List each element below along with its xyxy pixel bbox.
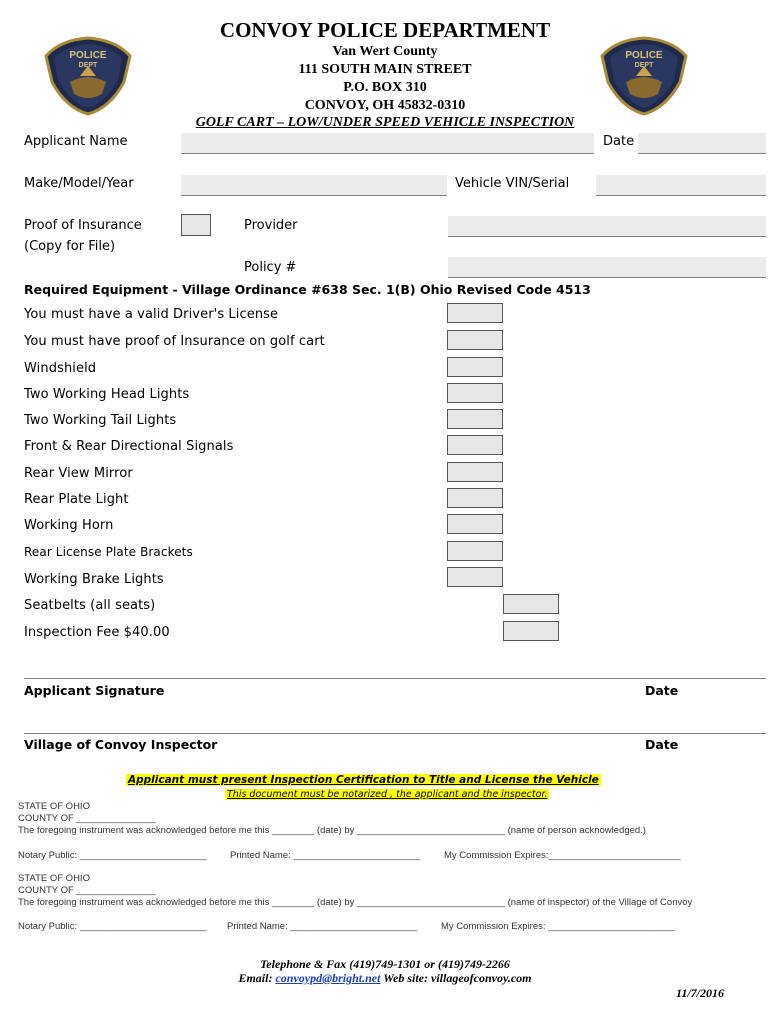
proof-insurance-label: Proof of Insurance xyxy=(24,218,142,233)
req-inspection-fee: Inspection Fee $40.00 xyxy=(24,625,170,640)
vin-label: Vehicle VIN/Serial xyxy=(455,176,570,191)
notary2-state: STATE OF OHIO xyxy=(18,873,90,884)
notary1-acknowledgement: The foregoing instrument was acknowledged before me this ________ (date) by ____________________________ (name of person acknowledged.) xyxy=(18,825,646,836)
street-line: 111 SOUTH MAIN STREET xyxy=(298,62,472,77)
provider-label: Provider xyxy=(244,218,298,233)
notary1-notary-public[interactable]: Notary Public: ________________________ xyxy=(18,850,207,861)
make-model-year-label: Make/Model/Year xyxy=(24,176,134,191)
city-line: CONVOY, OH 45832-0310 xyxy=(304,98,466,113)
applicant-signature-label[interactable]: Applicant Signature xyxy=(24,683,165,698)
date-field[interactable] xyxy=(638,133,766,154)
checkbox-directional-signals[interactable] xyxy=(447,435,503,455)
county-line: Van Wert County xyxy=(332,44,438,59)
inspector-signature-line xyxy=(24,733,766,734)
notary1-state: STATE OF OHIO xyxy=(18,801,90,812)
date-label: Date xyxy=(603,134,635,149)
notary2-notary-public[interactable]: Notary Public: ________________________ xyxy=(18,921,207,932)
notice-line-1: Applicant must present Inspection Certification to Title and License the Vehicle xyxy=(128,774,599,786)
footer-phone: Telephone & Fax (419)749-1301 or (419)749-2266 xyxy=(260,957,510,971)
notary2-commission-expires[interactable]: My Commission Expires: ________________________ xyxy=(441,921,675,932)
req-seatbelts: Seatbelts (all seats) xyxy=(24,598,156,613)
notary2-county: COUNTY OF _______________ xyxy=(18,885,156,896)
notary2-printed-name[interactable]: Printed Name: ________________________ xyxy=(227,921,418,932)
svg-text:DEPT: DEPT xyxy=(78,62,98,69)
applicant-signature-line xyxy=(24,678,766,679)
checkbox-tail-lights[interactable] xyxy=(447,409,503,429)
footer-contact xyxy=(0,971,770,986)
footer-website: Web site: villageofconvoy.com xyxy=(380,971,532,985)
checkbox-seatbelts[interactable] xyxy=(503,594,559,614)
req-windshield: Windshield xyxy=(24,361,97,376)
proof-insurance-checkbox[interactable] xyxy=(181,214,211,236)
checkbox-inspection-fee[interactable] xyxy=(503,621,559,641)
footer-email-label: Email: xyxy=(238,971,276,985)
requirements-heading: Required Equipment - Village Ordinance #638 Sec. 1(B) Ohio Revised Code 4513 xyxy=(24,282,591,297)
provider-field[interactable] xyxy=(448,216,766,237)
applicant-name-field[interactable] xyxy=(181,133,594,154)
form-title: GOLF CART – LOW/UNDER SPEED VEHICLE INSPECTION xyxy=(195,115,575,130)
req-rear-plate-light: Rear Plate Light xyxy=(24,492,129,507)
req-tail-lights: Two Working Tail Lights xyxy=(24,413,177,428)
req-head-lights: Two Working Head Lights xyxy=(24,387,190,402)
checkbox-head-lights[interactable] xyxy=(447,383,503,403)
checkbox-drivers-license[interactable] xyxy=(447,303,503,323)
copy-for-file-label: (Copy for File) xyxy=(24,239,116,254)
applicant-date-label: Date xyxy=(645,683,679,698)
checkbox-license-plate-brackets[interactable] xyxy=(447,541,503,561)
svg-text:POLICE: POLICE xyxy=(625,50,663,61)
req-directional-signals: Front & Rear Directional Signals xyxy=(24,439,234,454)
checkbox-working-horn[interactable] xyxy=(447,514,503,534)
revision-date: 11/7/2016 xyxy=(676,986,725,1000)
req-brake-lights: Working Brake Lights xyxy=(24,572,164,587)
notary2-acknowledgement: The foregoing instrument was acknowledged before me this ________ (date) by ____________________________ (name of inspector) of the Village of Convoy xyxy=(18,897,693,908)
notary1-printed-name[interactable]: Printed Name: ________________________ xyxy=(230,850,421,861)
req-drivers-license: You must have a valid Driver's License xyxy=(24,307,279,322)
department-title: CONVOY POLICE DEPARTMENT xyxy=(219,18,551,42)
make-model-year-field[interactable] xyxy=(181,175,447,196)
svg-text:POLICE: POLICE xyxy=(69,50,107,61)
policy-field[interactable] xyxy=(448,257,766,278)
vin-field[interactable] xyxy=(596,175,766,196)
notice-line-2: This document must be notarized , the applicant and the inspector. xyxy=(227,789,548,800)
req-rear-view-mirror: Rear View Mirror xyxy=(24,466,133,481)
req-license-plate-brackets: Rear License Plate Brackets xyxy=(24,545,193,559)
req-insurance-golf-cart: You must have proof of Insurance on golf cart xyxy=(24,334,325,349)
checkbox-insurance-golf-cart[interactable] xyxy=(447,330,503,350)
policy-label: Policy # xyxy=(244,260,297,275)
notary1-commission-expires[interactable]: My Commission Expires:_________________________ xyxy=(444,850,681,861)
checkbox-windshield[interactable] xyxy=(447,357,503,377)
notary1-county: COUNTY OF _______________ xyxy=(18,813,156,824)
checkbox-rear-view-mirror[interactable] xyxy=(447,462,503,482)
inspector-signature-label[interactable]: Village of Convoy Inspector xyxy=(24,737,218,752)
checkbox-rear-plate-light[interactable] xyxy=(447,488,503,508)
po-box-line: P.O. BOX 310 xyxy=(343,80,427,95)
checkbox-brake-lights[interactable] xyxy=(447,567,503,587)
applicant-name-label: Applicant Name xyxy=(24,134,128,149)
footer-email-link[interactable]: convoypd@bright.net xyxy=(275,971,381,985)
inspector-date-label: Date xyxy=(645,737,679,752)
svg-text:DEPT: DEPT xyxy=(634,62,654,69)
req-working-horn: Working Horn xyxy=(24,518,114,533)
